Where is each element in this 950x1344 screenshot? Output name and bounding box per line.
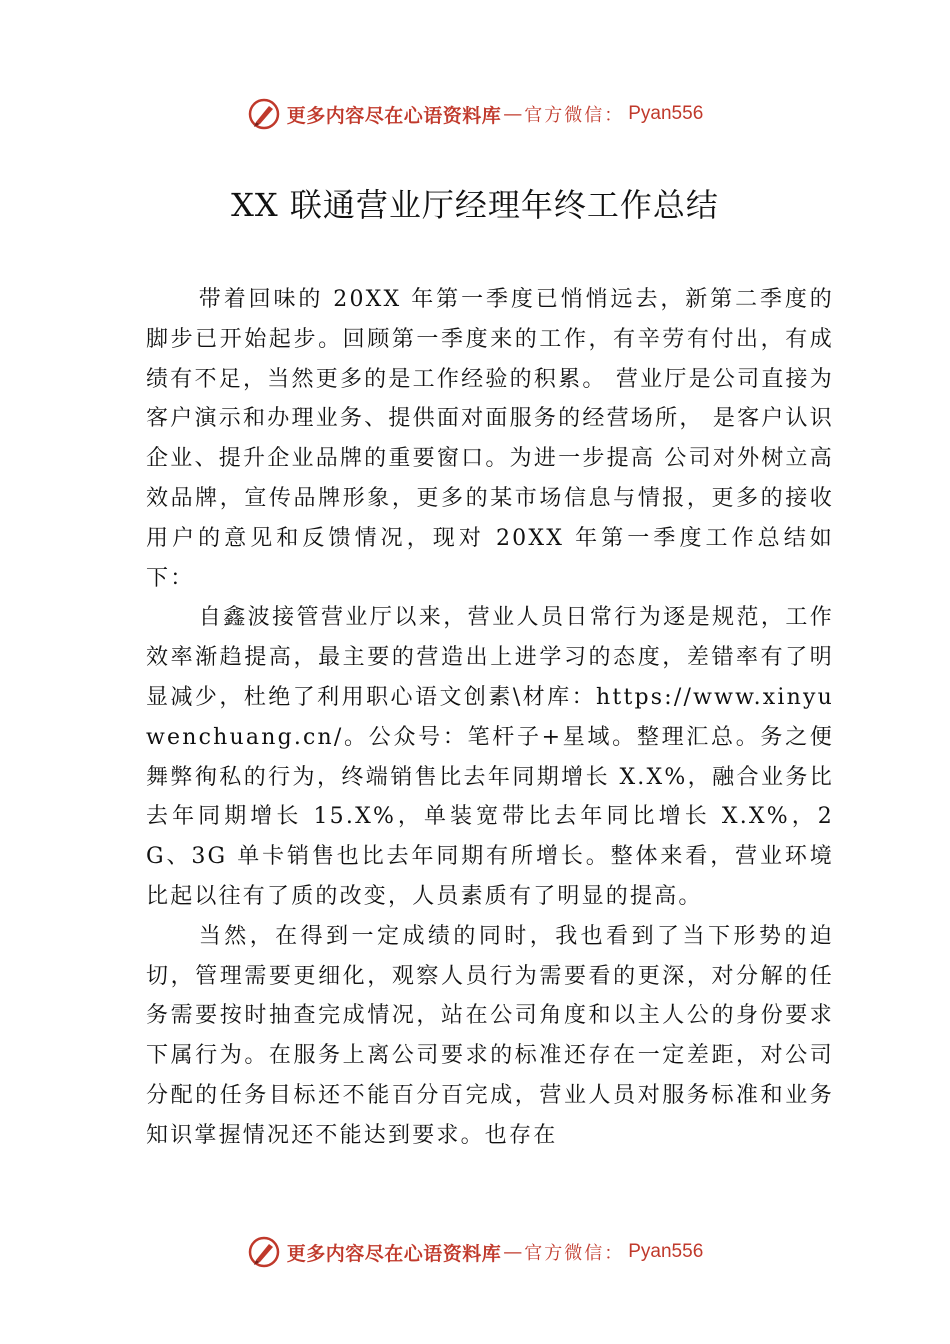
banner-wechat-id: Pyan556 [628, 103, 704, 124]
footer-banner [0, 1232, 950, 1272]
banner-main-text: 更多内容尽在心语资料库 [286, 104, 502, 127]
header-banner [0, 94, 950, 134]
banner-wechat-label: 官方微信： [524, 1243, 625, 1264]
document-title: XX 联通营业厅经理年终工作总结 [231, 186, 719, 224]
banner-main-text: 更多内容尽在心语资料库 [286, 1242, 502, 1265]
banner-separator: — [503, 1241, 523, 1263]
pen-logo-icon [247, 97, 281, 131]
paragraph-3: 当然，在得到一定成绩的同时，我也看到了当下形势的迫切，管理需要更细化，观察人员行为需要看的更深，对分解的任务需要按时抽查完成情况，站在公司角度和以主人公的身份要求下属行为。在服务上离公司要求的标准还存在一定差距，对公司分配的任务目标还不能百分百完成，营业人员对服务标准和业务知识掌握情况还不能达到要求。也存在 [146, 923, 834, 1148]
banner-wechat-label: 官方微信： [524, 105, 625, 126]
pen-logo-icon [247, 1235, 281, 1269]
paragraph-2: 自鑫波接管营业厅以来，营业人员日常行为逐是规范，工作效率渐趋提高，最主要的营造出上进学习的态度，差错率有了明显减少，杜绝了利用职心语文创素\材库：https://www.xinyuwenchuang.cn/。公众号：笔杆子+星域。整理汇总。务之便舞弊徇私的行为，终端销售比去年同期增长 X.X%，融合业务比去年同期增长 15.X%，单装宽带比去年同比增长 X.X%，2G、3G 单卡销售也比去年同期有所增长。整体来看，营业环境比起以往有了质的改变，人员素质有了明显的提高。 [146, 605, 834, 909]
paragraph-1: 带着回味的 20XX 年第一季度已悄悄远去，新第二季度的脚步已开始起步。回顾第一季度来的工作，有辛劳有付出，有成绩有不足，当然更多的是工作经验的积累。 营业厅是公司直接为客户演示和办理业务、提供面对面服务的经营场所， 是客户认识企业、提升企业品牌的重要窗口。为进一步提高 公司对外树立高效品牌，宣传品牌形象，更多的某市场信息与情报，更多的接收用户的意见和反馈情况，现对 20XX 年第一季度工作总结如下： [146, 287, 834, 591]
banner-separator: — [503, 103, 523, 125]
document-body [146, 280, 834, 1156]
banner-wechat-id: Pyan556 [628, 1241, 704, 1262]
